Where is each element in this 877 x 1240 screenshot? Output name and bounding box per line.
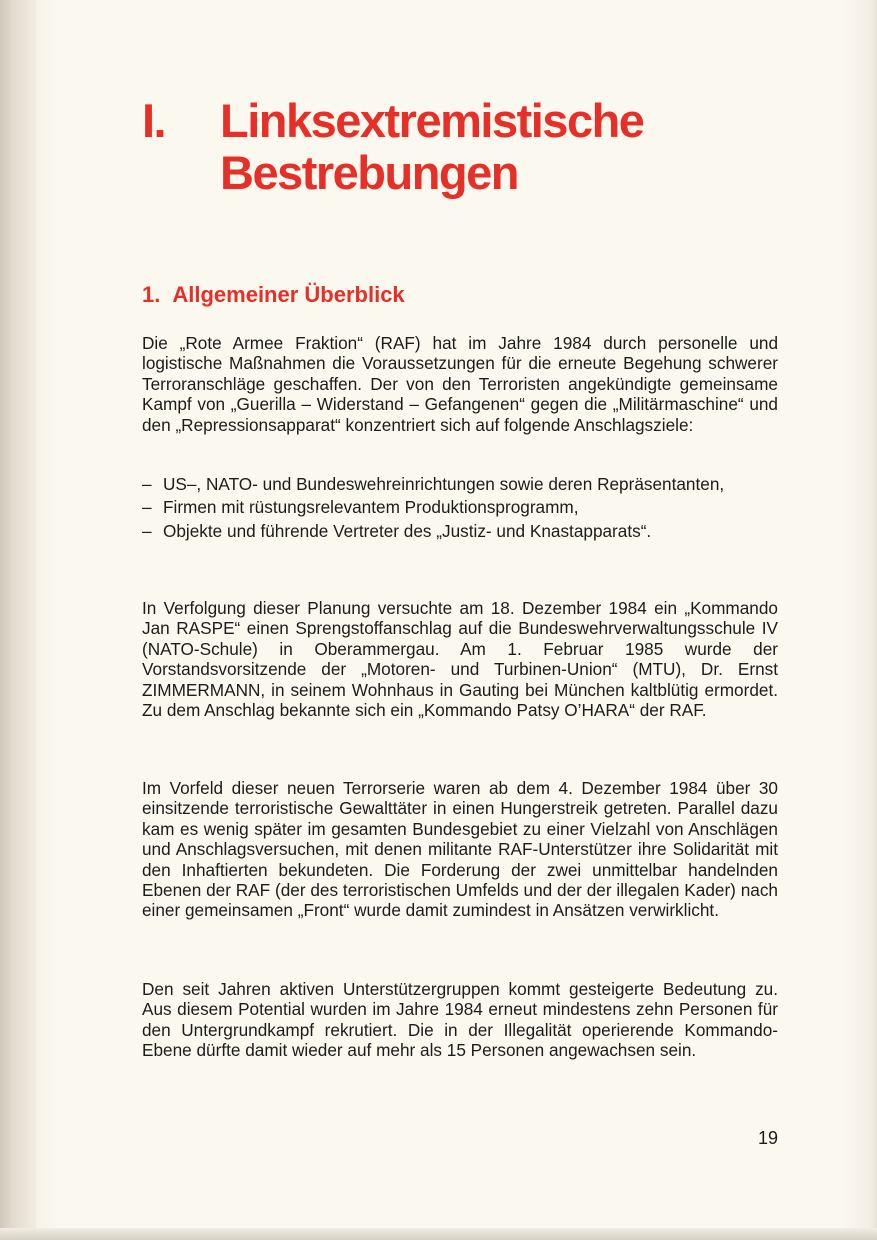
list-item [142, 474, 778, 494]
list-bullet: – [142, 520, 152, 541]
paragraph-hunger-strike: Im Vorfeld dieser neuen Terrorserie waren ab dem 4. Dezember 1984 über 30 einsitzende terroristische Gewalttäter in einen Hungerstreik getreten. Parallel dazu kam es wenig später im gesamten Bundesgebiet zu einer Vielzahl von Anschlägen und Anschlagsversuchen, mit denen militante RAF-Unterstützer ihre Solidarität mit den Inhaftierten bekundeten. Die Forderung der zwei unmittelbar handelnden Ebenen der RAF (der des terroristischen Umfelds und der der illegalen Kader) nach einer gemeinsamen „Front“ wurde damit zumindest in Ansätzen verwirklicht. [142, 778, 778, 921]
section-heading [142, 282, 405, 308]
page-bottom-edge [0, 1228, 877, 1240]
book-spine-shadow [0, 0, 36, 1240]
list-item-text: Objekte und führende Vertreter des „Justiz- und Knastapparats“. [163, 520, 652, 541]
chapter-title-line-1: Linksextremistische [220, 94, 644, 147]
section-number: 1. [142, 282, 161, 307]
paragraph-intro: Die „Rote Armee Fraktion“ (RAF) hat im Jahre 1984 durch personelle und logistische Maßnahmen die Voraussetzungen für die erneute Begehung schwerer Terroranschläge geschaffen. Der von den Terroristen angekündigte gemeinsame Kampf von „Guerilla – Widerstand – Gefangenen“ gegen die „Militärmaschine“ und den „Repressionsapparat“ konzentriert sich auf folgende Anschlagsziele: [142, 333, 778, 435]
paragraph-attacks: In Verfolgung dieser Planung versuchte am 18. Dezember 1984 ein „Kommando Jan RASPE“ einen Sprengstoffanschlag auf die Bundeswehrverwaltungsschule IV (NATO-Schule) in Oberammergau. Am 1. Februar 1985 wurde der Vorstandsvorsitzende der „Motoren- und Turbinen-Union“ (MTU), Dr. Ernst ZIMMERMANN, in seinem Wohnhaus in Gauting bei München kaltblütig ermordet. Zu dem Anschlag bekannte sich ein „Kommando Patsy O’HARA“ der RAF. [142, 598, 778, 721]
list-bullet: – [142, 497, 152, 518]
list-item [142, 521, 778, 541]
section-title: Allgemeiner Überblick [172, 282, 405, 307]
list-item [142, 497, 778, 517]
page-number: 19 [757, 1128, 778, 1148]
chapter-title-line-2: Bestrebungen [220, 146, 518, 199]
list-bullet: – [142, 474, 152, 494]
chapter-number: I. [142, 94, 166, 147]
list-item-text: Firmen mit rüstungsrelevantem Produktionsprogramm, [163, 497, 579, 518]
target-list [142, 474, 778, 544]
paragraph-supporters: Den seit Jahren aktiven Unterstützergruppen kommt gesteigerte Bedeutung zu. Aus diesem Potential wurden im Jahre 1984 erneut mindestens zehn Personen für den Untergrundkampf rekrutiert. Die in der Illegalität operierende Kommando-Ebene dürfte damit wieder auf mehr als 15 Personen angewachsen sein. [142, 979, 778, 1061]
list-item-text: US–, NATO- und Bundeswehreinrichtungen sowie deren Repräsentanten, [163, 474, 725, 494]
